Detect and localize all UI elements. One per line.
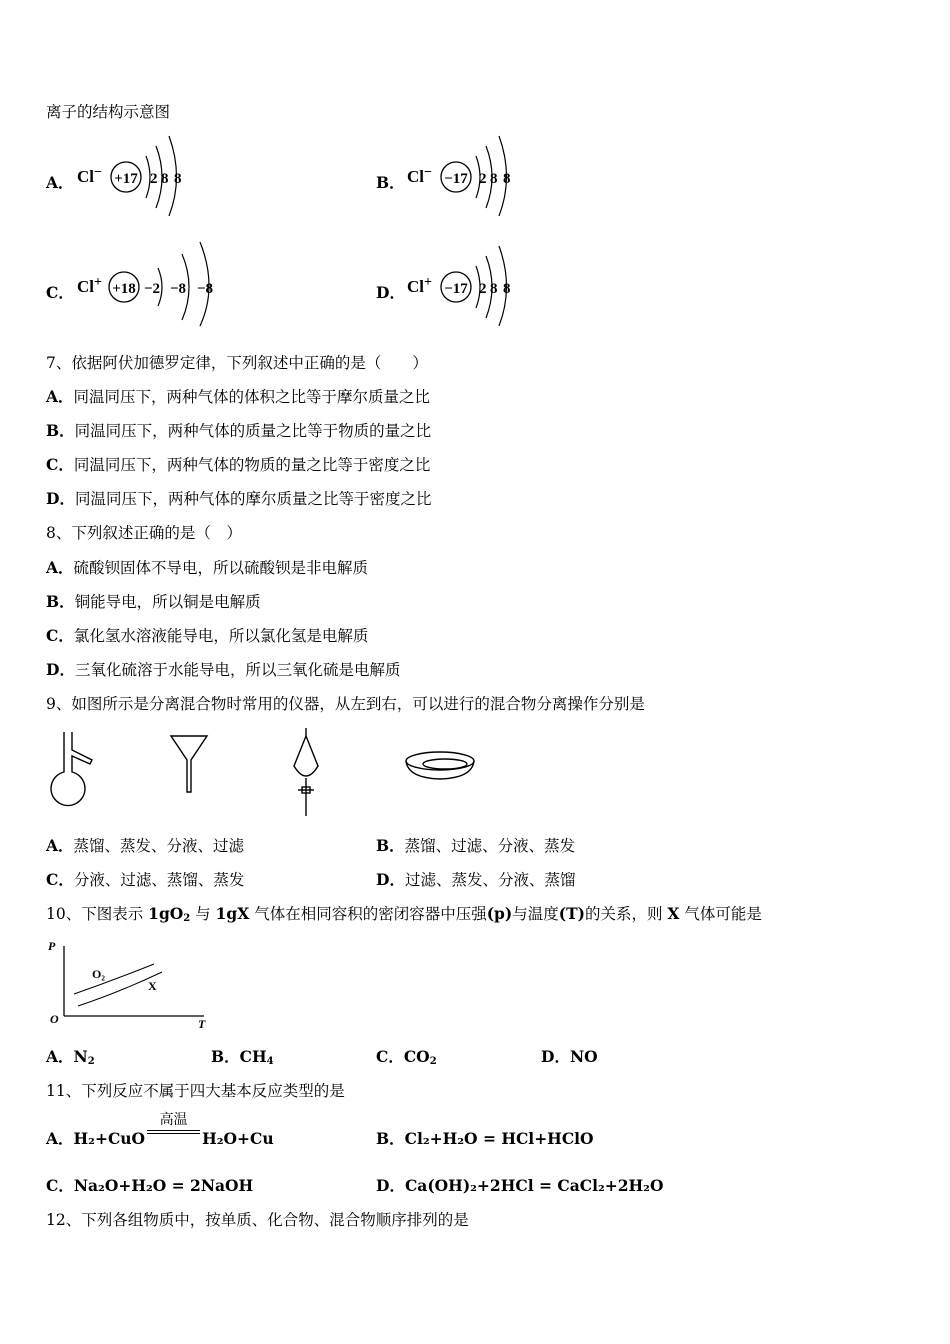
q11-stem: 11、下列反应不属于四大基本反应类型的是 <box>46 1082 345 1100</box>
evaporating-dish-icon <box>406 752 474 779</box>
shell-electrons: 2 <box>479 171 487 187</box>
q9-option-d: D．过滤、蒸发、分液、蒸馏 <box>376 870 576 889</box>
q10-option-c: C．$CO_2$ <box>376 1047 437 1067</box>
curve-o2-label: O₂ <box>92 967 105 981</box>
q9-option-a: A．蒸馏、蒸发、分液、过滤 <box>46 836 245 855</box>
q10-stem: 10、下图表示 $1gO_2$ 与 1gX 气体在相同容积的密闭容器中压强(p)与温度(T)的关系，则 X 气体可能是 <box>46 904 762 924</box>
funnel-icon <box>171 736 207 792</box>
intro-text: 离子的结构示意图 <box>46 103 171 121</box>
nucleus-charge: −17 <box>444 281 468 297</box>
ion-symbol: Cl <box>407 167 424 186</box>
q9-stem: 9、如图所示是分离混合物时常用的仪器，从左到右，可以进行的混合物分离操作分别是 <box>46 695 645 713</box>
origin-label: O <box>50 1012 59 1026</box>
q10-option-b: B．$CH_4$ <box>211 1047 274 1067</box>
curve-o2 <box>74 964 154 994</box>
ion-symbol: Cl <box>407 277 424 296</box>
curve-x-label: X <box>148 979 157 993</box>
q8-option-a: A．硫酸钡固体不导电，所以硫酸钡是非电解质 <box>46 558 369 577</box>
shell-electrons: 2 <box>479 281 487 297</box>
ion-charge: + <box>424 275 432 290</box>
q11-option-d: D．Ca(OH)₂+2HCl = CaCl₂+2H₂O <box>376 1176 664 1195</box>
q11-option-a: A．H₂+CuO 高温 H₂O+Cu <box>46 1112 274 1148</box>
shell-electrons: 2 <box>150 171 158 187</box>
shell-electrons: 8 <box>490 281 498 297</box>
q6-ion-diagram-a <box>74 130 194 216</box>
q9-option-c: C．分液、过滤、蒸馏、蒸发 <box>46 870 245 889</box>
q8-option-c: C．氯化氢水溶液能导电，所以氯化氢是电解质 <box>46 626 369 645</box>
shell-electrons: 8 <box>503 171 511 187</box>
shell-electrons: 8 <box>503 281 511 297</box>
q6-ion-diagram-b <box>404 130 524 216</box>
q10-pressure-temperature-graph <box>44 936 224 1032</box>
q12-stem: 12、下列各组物质中，按单质、化合物、混合物顺序排列的是 <box>46 1211 469 1229</box>
shell-electrons: 8 <box>161 171 169 187</box>
q6-option-a-label: A． <box>46 173 74 192</box>
q7-option-d: D．同温同压下，两种气体的摩尔质量之比等于密度之比 <box>46 489 432 508</box>
q6-ion-diagram-c <box>74 240 234 326</box>
q11-option-b: B．Cl₂+H₂O = HCl+HClO <box>376 1129 594 1148</box>
q6-ion-diagram-d <box>404 240 524 326</box>
shell-electrons: 8 <box>490 171 498 187</box>
ion-symbol: Cl <box>77 167 94 186</box>
q10-option-a: A．$N_2$ <box>46 1047 95 1067</box>
ion-charge: − <box>424 165 432 180</box>
reaction-condition: 高温 <box>159 1112 188 1128</box>
x-axis-label: T <box>198 1017 206 1031</box>
ion-charge: + <box>94 275 102 290</box>
shell-electrons: −2 <box>144 281 161 297</box>
q8-stem: 8、下列叙述正确的是（ ） <box>46 524 242 542</box>
distillation-flask-icon <box>51 732 92 806</box>
q7-option-b: B．同温同压下，两种气体的质量之比等于物质的量之比 <box>46 421 432 440</box>
q9-apparatus-figure <box>40 726 540 826</box>
q7-option-c: C．同温同压下，两种气体的物质的量之比等于密度之比 <box>46 455 431 474</box>
shell-electrons: −8 <box>170 281 187 297</box>
q7-stem: 7、依据阿伏加德罗定律，下列叙述中正确的是（ ） <box>46 354 428 372</box>
ion-symbol: Cl <box>77 277 94 296</box>
nucleus-charge: −17 <box>444 171 468 187</box>
q6-option-d-label: D． <box>376 283 405 302</box>
q7-option-a: A．同温同压下，两种气体的体积之比等于摩尔质量之比 <box>46 387 431 406</box>
q8-option-d: D．三氧化硫溶于水能导电，所以三氧化硫是电解质 <box>46 660 401 679</box>
q6-option-b-label: B． <box>376 173 405 192</box>
q10-option-d: D．NO <box>541 1047 598 1066</box>
ion-charge: − <box>94 165 102 180</box>
q8-option-b: B．铜能导电，所以铜是电解质 <box>46 592 261 611</box>
y-axis-label: P <box>48 939 56 953</box>
q11-option-c: C．Na₂O+H₂O = 2NaOH <box>46 1176 254 1195</box>
shell-electrons: 8 <box>174 171 182 187</box>
nucleus-charge: +17 <box>114 171 138 187</box>
separatory-funnel-icon <box>294 728 318 816</box>
q6-option-c-label: C． <box>46 283 74 302</box>
nucleus-charge: +18 <box>112 281 136 297</box>
q9-option-b: B．蒸馏、过滤、分液、蒸发 <box>376 836 576 855</box>
shell-electrons: −8 <box>197 281 214 297</box>
